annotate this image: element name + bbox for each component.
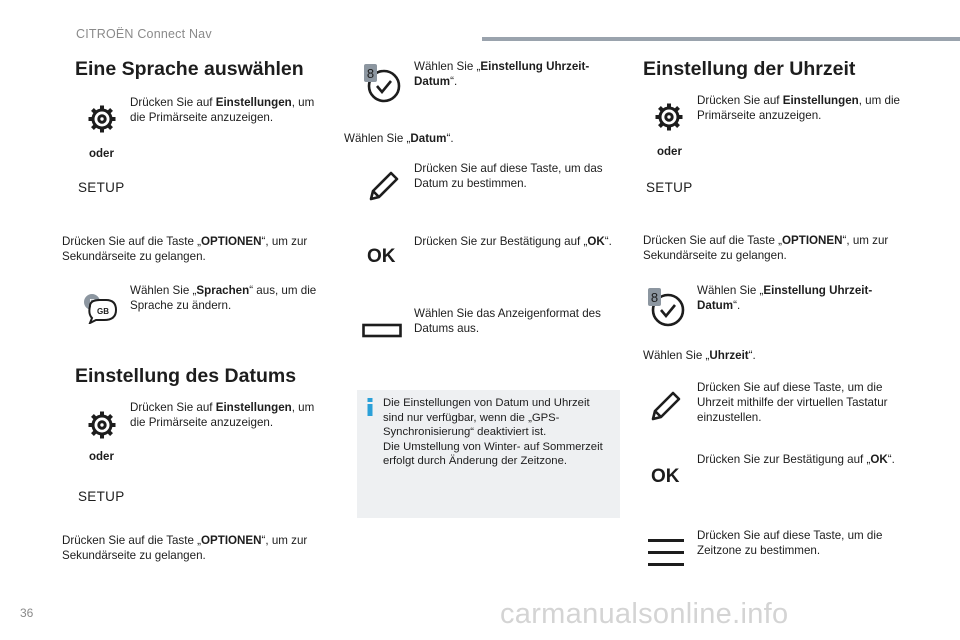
language-step1: Drücken Sie auf Einstellungen, um die Primärseite anzuzeigen. (130, 96, 315, 124)
time-step5: Drücken Sie auf diese Taste, um die Uhrzeit mithilfe der virtuellen Tastatur einzustellen. (697, 381, 888, 424)
clock-icon (364, 63, 404, 105)
ok-button[interactable]: OK (651, 466, 680, 487)
date-step5: Drücken Sie auf diese Taste, um das Datum zu bestimmen. (414, 162, 603, 190)
header-title: CITROËN Connect Nav (76, 27, 212, 41)
setup-button[interactable]: SETUP (78, 180, 125, 195)
info-note-text: Die Einstellungen von Datum und Uhrzeit sind nur verfügbar, wenn die „GPS-Synchronisierung“ deaktiviert ist. Die Umstellung von Winter- auf Sommerzeit erfolgt durch Änderung der Zeitzone. (383, 397, 603, 468)
heading-date: Einstellung des Datums (75, 365, 297, 387)
info-icon (366, 398, 374, 416)
date-step2: Drücken Sie auf die Taste „OPTIONEN“, um zur Sekundärseite zu gelangen. (62, 534, 308, 562)
pencil-icon (367, 169, 401, 203)
pencil-icon (649, 389, 683, 423)
setup-button[interactable]: SETUP (78, 489, 125, 504)
time-step4: Wählen Sie „Uhrzeit“. (643, 349, 756, 362)
menu-icon (647, 538, 685, 568)
clock-badge-number: 8 (366, 66, 375, 81)
ok-button[interactable]: OK (367, 246, 396, 267)
time-step1: Drücken Sie auf Einstellungen, um die Primärseite anzuzeigen. (697, 94, 900, 122)
time-step2: Drücken Sie auf die Taste „OPTIONEN“, um zur Sekundärseite zu gelangen. (643, 234, 889, 262)
rectangle-icon (362, 323, 402, 339)
flag-gb-label: GB (97, 307, 109, 316)
gear-icon (87, 410, 117, 440)
oder-label: oder (89, 148, 114, 160)
clock-badge-number: 8 (650, 290, 659, 305)
gear-icon (87, 104, 117, 134)
time-step7: Drücken Sie auf diese Taste, um die Zeitzone zu bestimmen. (697, 529, 883, 557)
date-step1: Drücken Sie auf Einstellungen, um die Primärseite anzuzeigen. (130, 401, 315, 429)
oder-label: oder (657, 146, 682, 158)
language-step2: Drücken Sie auf die Taste „OPTIONEN“, um zur Sekundärseite zu gelangen. (62, 235, 308, 263)
date-step4: Wählen Sie „Datum“. (344, 132, 454, 145)
page-number: 36 (20, 606, 34, 620)
gear-icon (654, 102, 684, 132)
header-divider (482, 37, 960, 41)
language-step3: Wählen Sie „Sprachen“ aus, um die Sprache zu ändern. (130, 284, 317, 312)
heading-time: Einstellung der Uhrzeit (643, 58, 856, 80)
oder-label: oder (89, 451, 114, 463)
time-step3: Wählen Sie „Einstellung Uhrzeit-Datum“. (697, 284, 873, 312)
date-step7: Wählen Sie das Anzeigenformat des Datums aus. (414, 307, 601, 335)
date-step6: Drücken Sie zur Bestätigung auf „OK“. (414, 235, 612, 248)
date-step3: Wählen Sie „Einstellung Uhrzeit-Datum“. (414, 60, 590, 88)
time-step6: Drücken Sie zur Bestätigung auf „OK“. (697, 453, 895, 466)
watermark: carmanualsonline.info (500, 598, 789, 630)
clock-icon (648, 287, 688, 329)
setup-button[interactable]: SETUP (646, 180, 693, 195)
language-flag-icon (82, 292, 118, 324)
heading-language: Eine Sprache auswählen (75, 58, 304, 80)
